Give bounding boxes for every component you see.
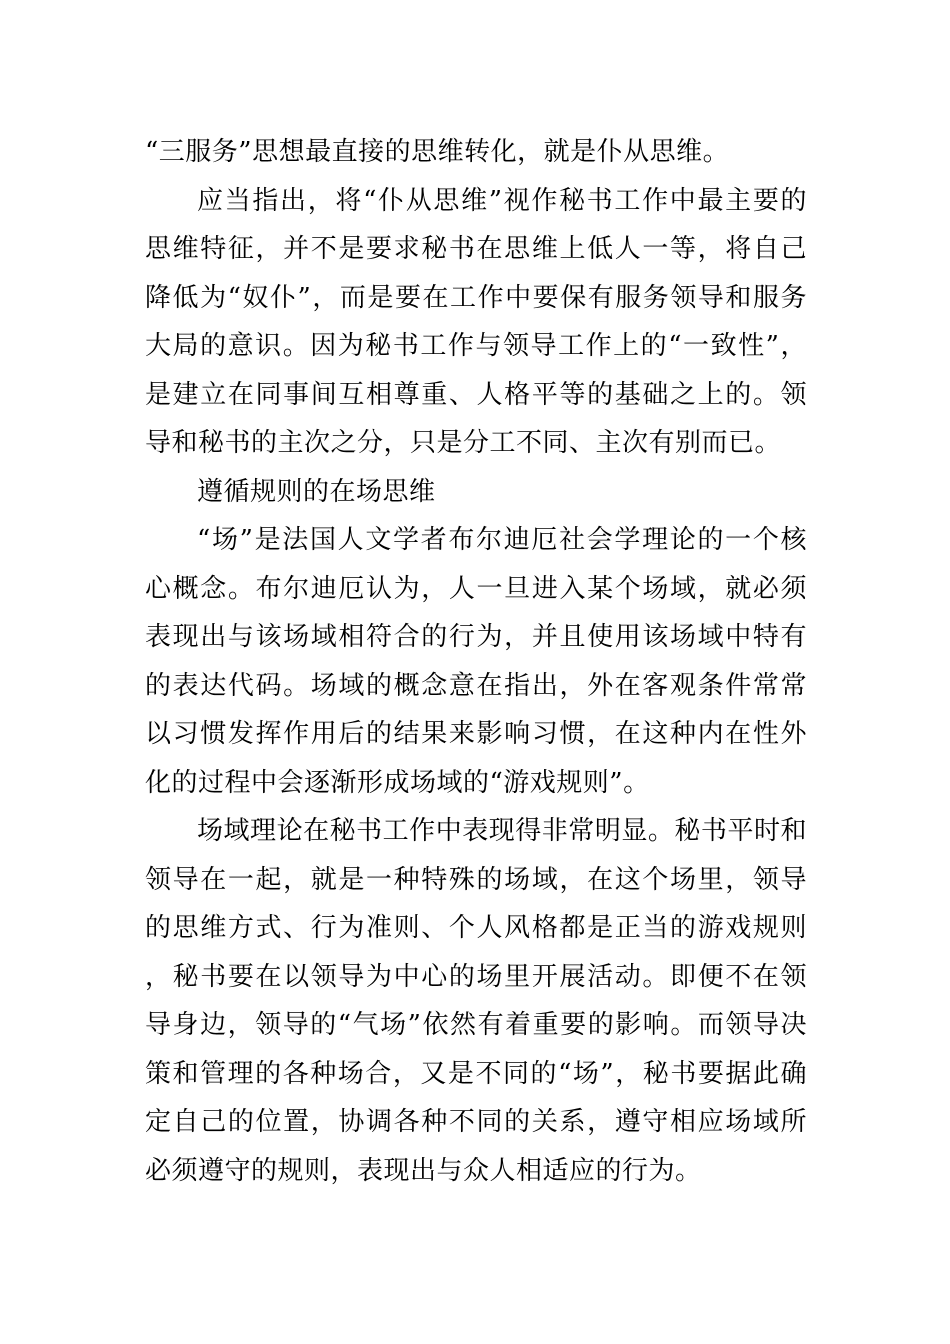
document-page	[145, 128, 807, 1195]
section-heading-field-thinking: 遵循规则的在场思维	[197, 476, 436, 507]
paragraph-continuation: “三服务”思想最直接的思维转化，就是仆从思维。	[145, 137, 730, 167]
paragraph-field-theory-application: 场域理论在秘书工作中表现得非常明显。秘书平时和领导在一起，就是一种特殊的场域，在这个场里，领导的思维方式、行为准则、个人风格都是正当的游戏规则，秘书要在以领导为中心的场里开展活动。即便不在领导身边，领导的“气场”依然有着重要的影响。而领导决策和管理的各种场合，又是不同的“场”，秘书要据此确定自己的位置，协调各种不同的关系，遵守相应场域所必须遵守的规则，表现出与众人相适应的行为。	[145, 816, 807, 1186]
paragraph-field-concept: “场”是法国人文学者布尔迪厄社会学理论的一个核心概念。布尔迪厄认为，人一旦进入某个场域，就必须表现出与该场域相符合的行为，并且使用该场域中特有的表达代码。场域的概念意在指出，外在客观条件常常以习惯发挥作用后的结果来影响习惯，在这种内在性外化的过程中会逐渐形成场域的“游戏规则”。	[145, 525, 807, 798]
paragraph-servant-thinking: 应当指出，将“仆从思维”视作秘书工作中最主要的思维特征，并不是要求秘书在思维上低人一等，将自己降低为“奴仆”，而是要在工作中要保有服务领导和服务大局的意识。因为秘书工作与领导工作上的“一致性”，是建立在同事间互相尊重、人格平等的基础之上的。领导和秘书的主次之分，只是分工不同、主次有别而已。	[145, 185, 807, 458]
